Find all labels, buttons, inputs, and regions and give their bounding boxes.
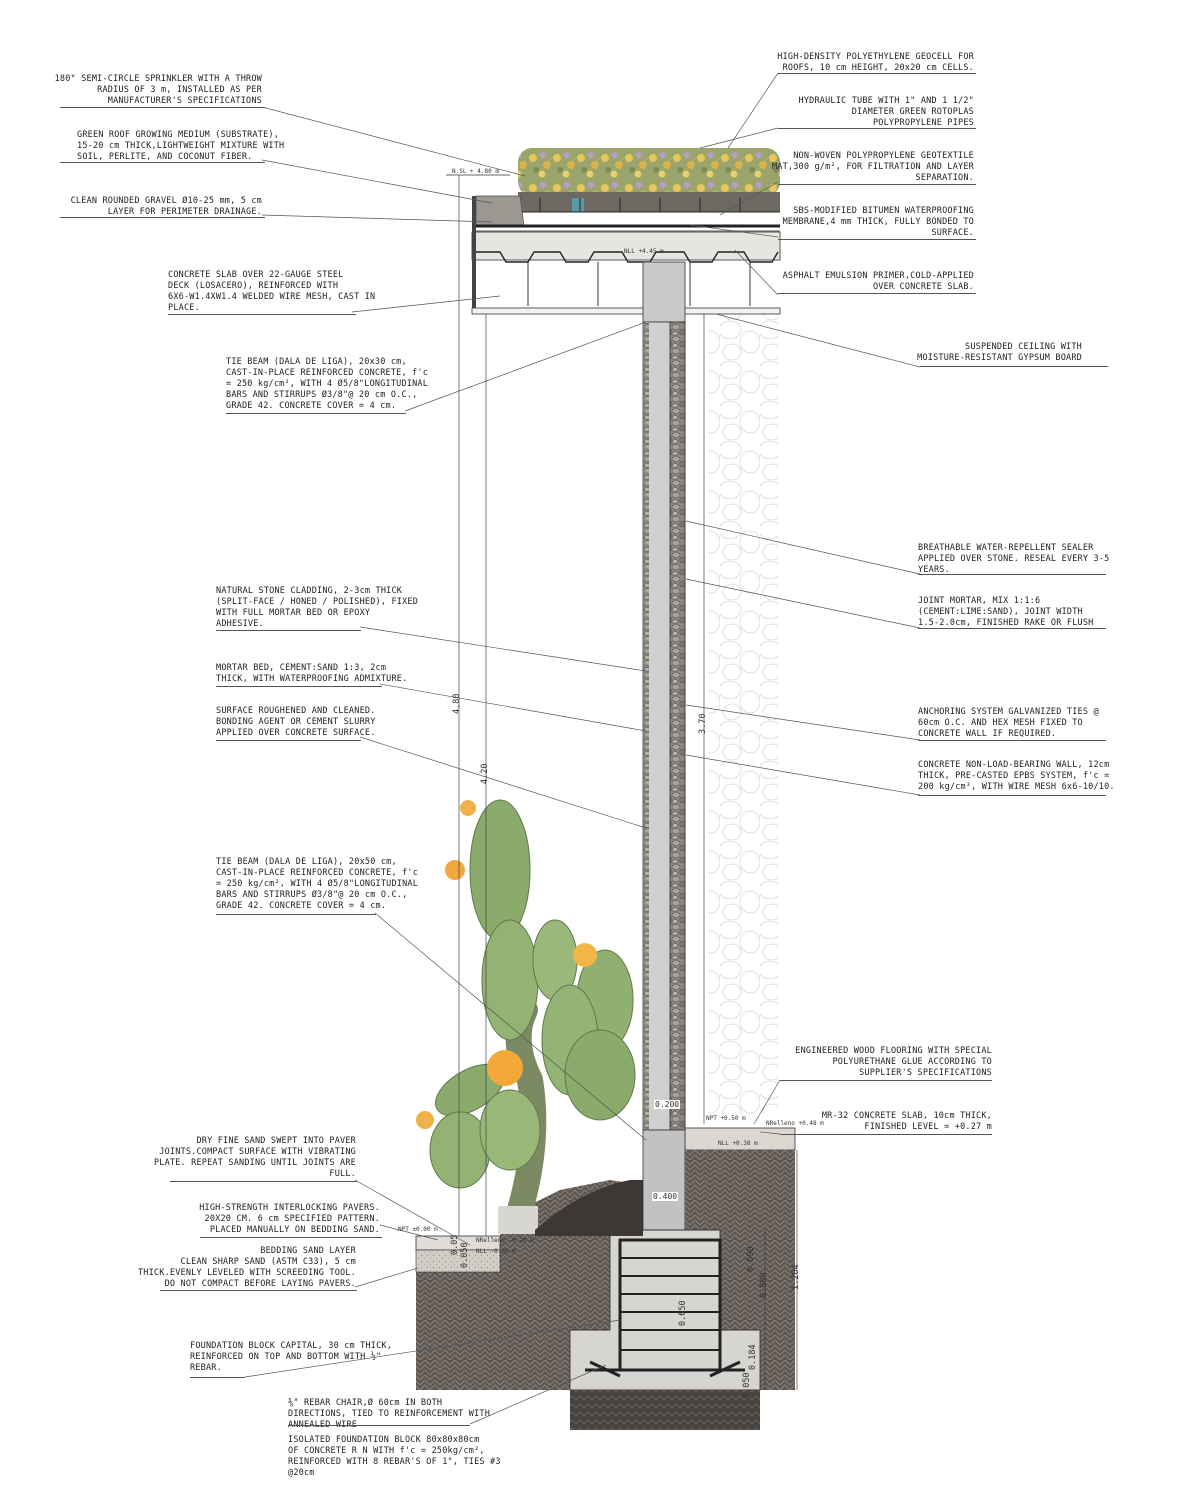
note-line: POLYPROPYLENE PIPES (872, 118, 974, 128)
note-line: ADHESIVE. (216, 619, 264, 629)
note-underline (778, 239, 976, 240)
note-line: APPLIED OVER STONE. RESEAL EVERY 3-5 (918, 554, 1110, 564)
note-geotextile (772, 151, 974, 184)
note-line: ISOLATED FOUNDATION BLOCK 80x80x80cm (288, 1435, 480, 1445)
note-line: CONCRETE NON-LOAD-BEARING WALL, 12cm (918, 760, 1110, 770)
dim-depth-050: 0.050 (742, 1372, 752, 1398)
note-foundation-block (288, 1435, 501, 1479)
note-line: GRADE 42. CONCRETE COVER = 4 cm. (216, 901, 387, 911)
note-underline (190, 1377, 245, 1378)
note-line: MR-32 CONCRETE SLAB, 10cm THICK, (821, 1111, 992, 1121)
note-wall (918, 760, 1115, 793)
note-line: FINISHED LEVEL = +0.27 m (864, 1122, 992, 1132)
note-underline (778, 73, 976, 74)
interior-texture (708, 314, 778, 1114)
level-paver-base: NRelleno -0.20 m (476, 1237, 534, 1244)
note-growing-medium (77, 130, 284, 163)
note-line: BARS AND STIRRUPS Ø3/8"@ 20 cm O.C., (216, 890, 408, 900)
note-line: OF CONCRETE R N WITH f'c = 250kg/cm², (288, 1446, 485, 1456)
note-line: DRY FINE SAND SWEPT INTO PAVER (196, 1136, 356, 1146)
note-line: FOUNDATION BLOCK CAPITAL, 30 cm THICK, (190, 1341, 393, 1351)
level-slab-bottom: NLL +4.45 m (624, 248, 664, 255)
note-floor-slab (822, 1111, 992, 1133)
stone-cladding-left (643, 322, 649, 1130)
note-line: ⅜" REBAR CHAIR,Ø 60cm IN BOTH (288, 1398, 443, 1408)
note-underline (778, 128, 976, 129)
note-surface-prep (216, 706, 376, 739)
level-ground: NPT ±0.00 m (398, 1226, 438, 1233)
note-line: TIE BEAM (DALA DE LIGA), 20x30 cm, (226, 357, 407, 367)
note-line: OVER CONCRETE SLAB. (872, 282, 974, 292)
note-line: PLACE. (168, 303, 200, 313)
note-line: PLATE. REPEAT SANDING UNTIL JOINTS ARE (153, 1158, 356, 1168)
note-line: CAST-IN-PLACE REINFORCED CONCRETE, f'c (226, 368, 429, 378)
note-line: SURFACE. (931, 228, 974, 238)
note-line: 1.5-2.0cm, FINISHED RAKE OR FLUSH (918, 618, 1094, 628)
note-line: CAST-IN-PLACE REINFORCED CONCRETE, f'c (216, 868, 419, 878)
dim-column-width: 0.400 (653, 1192, 678, 1201)
note-underline (780, 1134, 992, 1135)
note-line: BEDDING SAND LAYER (260, 1246, 356, 1256)
note-line: HYDRAULIC TUBE WITH 1" AND 1 1/2" (798, 96, 974, 106)
note-line: ANNEALED WIRE (288, 1420, 358, 1430)
roof-plants (518, 148, 780, 196)
note-wood-flooring (795, 1046, 992, 1079)
note-underline (918, 628, 1106, 629)
note-line: CLEAN SHARP SAND (ASTM C33), 5 cm (180, 1257, 356, 1267)
dim-depth-800: 0.800 (759, 1272, 769, 1298)
note-underline (60, 162, 265, 163)
note-line: HIGH-DENSITY POLYETHYLENE GEOCELL FOR (777, 52, 974, 62)
note-line: JOINT MORTAR, MIX 1:1:6 (918, 596, 1041, 606)
note-underline (288, 1425, 470, 1426)
note-underline (216, 686, 382, 687)
note-underline (60, 217, 265, 218)
note-line: MAT,300 g/m², FOR FILTRATION AND LAYER (771, 162, 974, 172)
dim-paver-050: 0.050 (460, 1242, 470, 1268)
note-line: THICK, WITH WATERPROOFING ADMIXTURE. (216, 674, 408, 684)
dim-beam-width: 0.200 (655, 1100, 680, 1109)
note-line: ASPHALT EMULSION PRIMER,COLD-APPLIED (782, 271, 974, 281)
note-waterproofing (783, 206, 974, 239)
note-line: @20cm (288, 1468, 315, 1478)
note-line: 6X6-W1.4XW1.4 WELDED WIRE MESH, CAST IN (168, 292, 376, 302)
note-pavers (199, 1203, 380, 1236)
note-line: REINFORCED WITH 8 REBAR'S OF 1", TIES #3 (288, 1457, 501, 1467)
note-line: THICK.EVENLY LEVELED WITH SCREEDING TOOL. (137, 1268, 356, 1278)
note-line: MOISTURE-RESISTANT GYPSUM BOARD (917, 353, 1082, 363)
note-underline (216, 914, 376, 915)
note-line: 180° SEMI-CIRCLE SPRINKLER WITH A THROW (54, 74, 262, 84)
note-underline (918, 574, 1106, 575)
note-ceiling (917, 342, 1082, 364)
note-gravel (71, 196, 262, 218)
note-line: NATURAL STONE CLADDING, 2-3cm THICK (216, 586, 403, 596)
note-line: SUSPENDED CEILING WITH (965, 342, 1082, 352)
note-bedding-sand (138, 1246, 356, 1290)
note-anchoring (918, 707, 1099, 740)
note-line: HIGH-STRENGTH INTERLOCKING PAVERS. (199, 1203, 380, 1213)
note-line: APPLIED OVER CONCRETE SURFACE. (216, 728, 376, 738)
dim-depth-184: 0.184 (748, 1344, 758, 1370)
note-line: BARS AND STIRRUPS Ø3/8"@ 20 cm O.C., (226, 390, 418, 400)
note-line: BREATHABLE WATER-REPELLENT SEALER (918, 543, 1094, 553)
note-underline (170, 1181, 357, 1182)
note-foundation-capital (190, 1341, 392, 1374)
note-line: GREEN ROOF GROWING MEDIUM (SUBSTRATE), (77, 130, 280, 140)
roof-slab (472, 232, 780, 260)
note-line: DIAMETER GREEN ROTOPLAS (851, 107, 974, 117)
note-underline (226, 413, 406, 414)
dim-depth-1204: 1.204 (791, 1264, 801, 1290)
level-bedding: NLL -0.30 m (476, 1248, 516, 1255)
note-line: CLEAN ROUNDED GRAVEL Ø10-25 mm, 5 cm (70, 196, 262, 206)
note-mortar-bed (216, 663, 407, 685)
note-line: 200 kg/cm², WITH WIRE MESH 6x6-10/10. (918, 782, 1115, 792)
note-line: TIE BEAM (DALA DE LIGA), 20x50 cm, (216, 857, 397, 867)
note-underline (216, 630, 361, 631)
note-line: 20X20 CM. 6 cm SPECIFIED PATTERN. (204, 1214, 380, 1224)
note-line: = 250 kg/cm², WITH 4 Ø5/8"LONGITUDINAL (226, 379, 429, 389)
note-rebar-chair (288, 1398, 490, 1431)
note-line: MORTAR BED, CEMENT:SAND 1:3, 2cm (216, 663, 387, 673)
note-line: PLACED MANUALLY ON BEDDING SAND. (209, 1225, 380, 1235)
note-line: THICK, PRE-CASTED EPBS SYSTEM, f'c = (918, 771, 1110, 781)
note-line: 15-20 cm THICK,LIGHTWEIGHT MIXTURE WITH (77, 141, 285, 151)
note-line: WITH FULL MORTAR BED OR EPOXY (216, 608, 371, 618)
note-line: BONDING AGENT OR CEMENT SLURRY (216, 717, 376, 727)
note-line: SBS-MODIFIED BITUMEN WATERPROOFING (793, 206, 974, 216)
note-line: CONCRETE SLAB OVER 22-GAUGE STEEL (168, 270, 344, 280)
note-line: YEARS. (918, 565, 950, 575)
dim-total-height: 4.80 (452, 693, 462, 714)
note-line: (CEMENT:LIME:SAND), JOINT WIDTH (918, 607, 1083, 617)
note-line: DECK (LOSACERO), REINFORCED WITH (168, 281, 339, 291)
geotextile (572, 198, 584, 212)
note-line: DO NOT COMPACT BEFORE LAYING PAVERS. (164, 1279, 356, 1289)
note-tie-beam-top (226, 357, 428, 412)
note-line: FULL. (329, 1169, 356, 1179)
note-underline (918, 795, 1106, 796)
note-line: RADIUS OF 3 m, INSTALLED AS PER (97, 85, 262, 95)
suspended-ceiling (472, 308, 780, 314)
note-geocell (777, 52, 974, 74)
stone-cladding-right (670, 322, 685, 1130)
note-underline (778, 293, 976, 294)
note-line: MEMBRANE,4 mm THICK, FULLY BONDED TO (782, 217, 974, 227)
note-underline (60, 107, 265, 108)
note-line: SOIL, PERLITE, AND COCONUT FIBER. (77, 152, 253, 162)
growing-medium (518, 192, 780, 212)
note-underline (918, 740, 1106, 741)
note-underline (780, 1080, 992, 1081)
tie-beam-base (643, 1130, 685, 1230)
note-line: REBAR. (190, 1363, 222, 1373)
note-joint-mortar (918, 596, 1093, 629)
dim-depth-650: 0.650 (678, 1300, 688, 1326)
note-line: POLYURETHANE GLUE ACCORDING TO (832, 1057, 992, 1067)
note-stone-cladding (216, 586, 418, 630)
dim-paver-05: 0.05 (450, 1234, 460, 1255)
dim-wall-height: 3.70 (698, 713, 708, 734)
note-sealer (918, 543, 1109, 576)
level-roof-top: N.SL + 4.80 m (452, 168, 499, 175)
note-line: DIRECTIONS, TIED TO REINFORCEMENT WITH (288, 1409, 491, 1419)
note-hydraulic-tube (799, 96, 974, 129)
note-dry-sand (154, 1136, 356, 1180)
note-underline (200, 1237, 382, 1238)
note-line: LAYER FOR PERIMETER DRAINAGE. (107, 207, 262, 217)
note-line: ANCHORING SYSTEM GALVANIZED TIES @ (918, 707, 1099, 717)
note-line: ROOFS, 10 cm HEIGHT, 20x20 cm CELLS. (782, 63, 974, 73)
level-floor-relleno: NRelleno +0.48 m (766, 1120, 824, 1127)
note-line: SEPARATION. (915, 173, 974, 183)
note-underline (168, 314, 356, 315)
note-line: SURFACE ROUGHENED AND CLEANED. (216, 706, 376, 716)
note-underline (778, 184, 976, 185)
soil-bottom (570, 1390, 760, 1430)
note-line: REINFORCED ON TOP AND BOTTOM WITH ½" (190, 1352, 382, 1362)
tie-beam-top (643, 262, 685, 322)
level-floor-finish: NPT +0.50 m (706, 1115, 746, 1122)
note-underline (216, 740, 361, 741)
note-line: GRADE 42. CONCRETE COVER = 4 cm. (226, 401, 397, 411)
deck-hangers (528, 262, 750, 306)
note-line: NON-WOVEN POLYPROPYLENE GEOTEXTILE (793, 151, 974, 161)
note-line: SUPPLIER'S SPECIFICATIONS (859, 1068, 992, 1078)
cactus-illustration (416, 800, 635, 1234)
note-line: MANUFACTURER'S SPECIFICATIONS (107, 96, 262, 106)
note-line: = 250 kg/cm², WITH 4 Ø5/8"LONGITUDINAL (216, 879, 419, 889)
note-roof-slab (168, 270, 375, 314)
dim-inner-height: 4.20 (480, 763, 490, 784)
note-underline (920, 366, 1108, 367)
level-slab: NLL +0.38 m (718, 1140, 758, 1147)
parapet (472, 196, 476, 314)
note-sprinkler (55, 74, 262, 107)
note-underline (160, 1290, 357, 1291)
note-tie-beam-base (216, 857, 418, 912)
note-line: 60cm O.C. AND HEX MESH FIXED TO (918, 718, 1083, 728)
note-line: JOINTS.COMPACT SURFACE WITH VIBRATING (159, 1147, 356, 1157)
note-primer (783, 271, 974, 293)
note-line: CONCRETE WALL IF REQUIRED. (918, 729, 1057, 739)
note-line: ENGINEERED WOOD FLOORING WITH SPECIAL (795, 1046, 992, 1056)
dim-depth-690: 0.690 (746, 1246, 756, 1272)
note-line: (SPLIT-FACE / HONED / POLISHED), FIXED (216, 597, 419, 607)
